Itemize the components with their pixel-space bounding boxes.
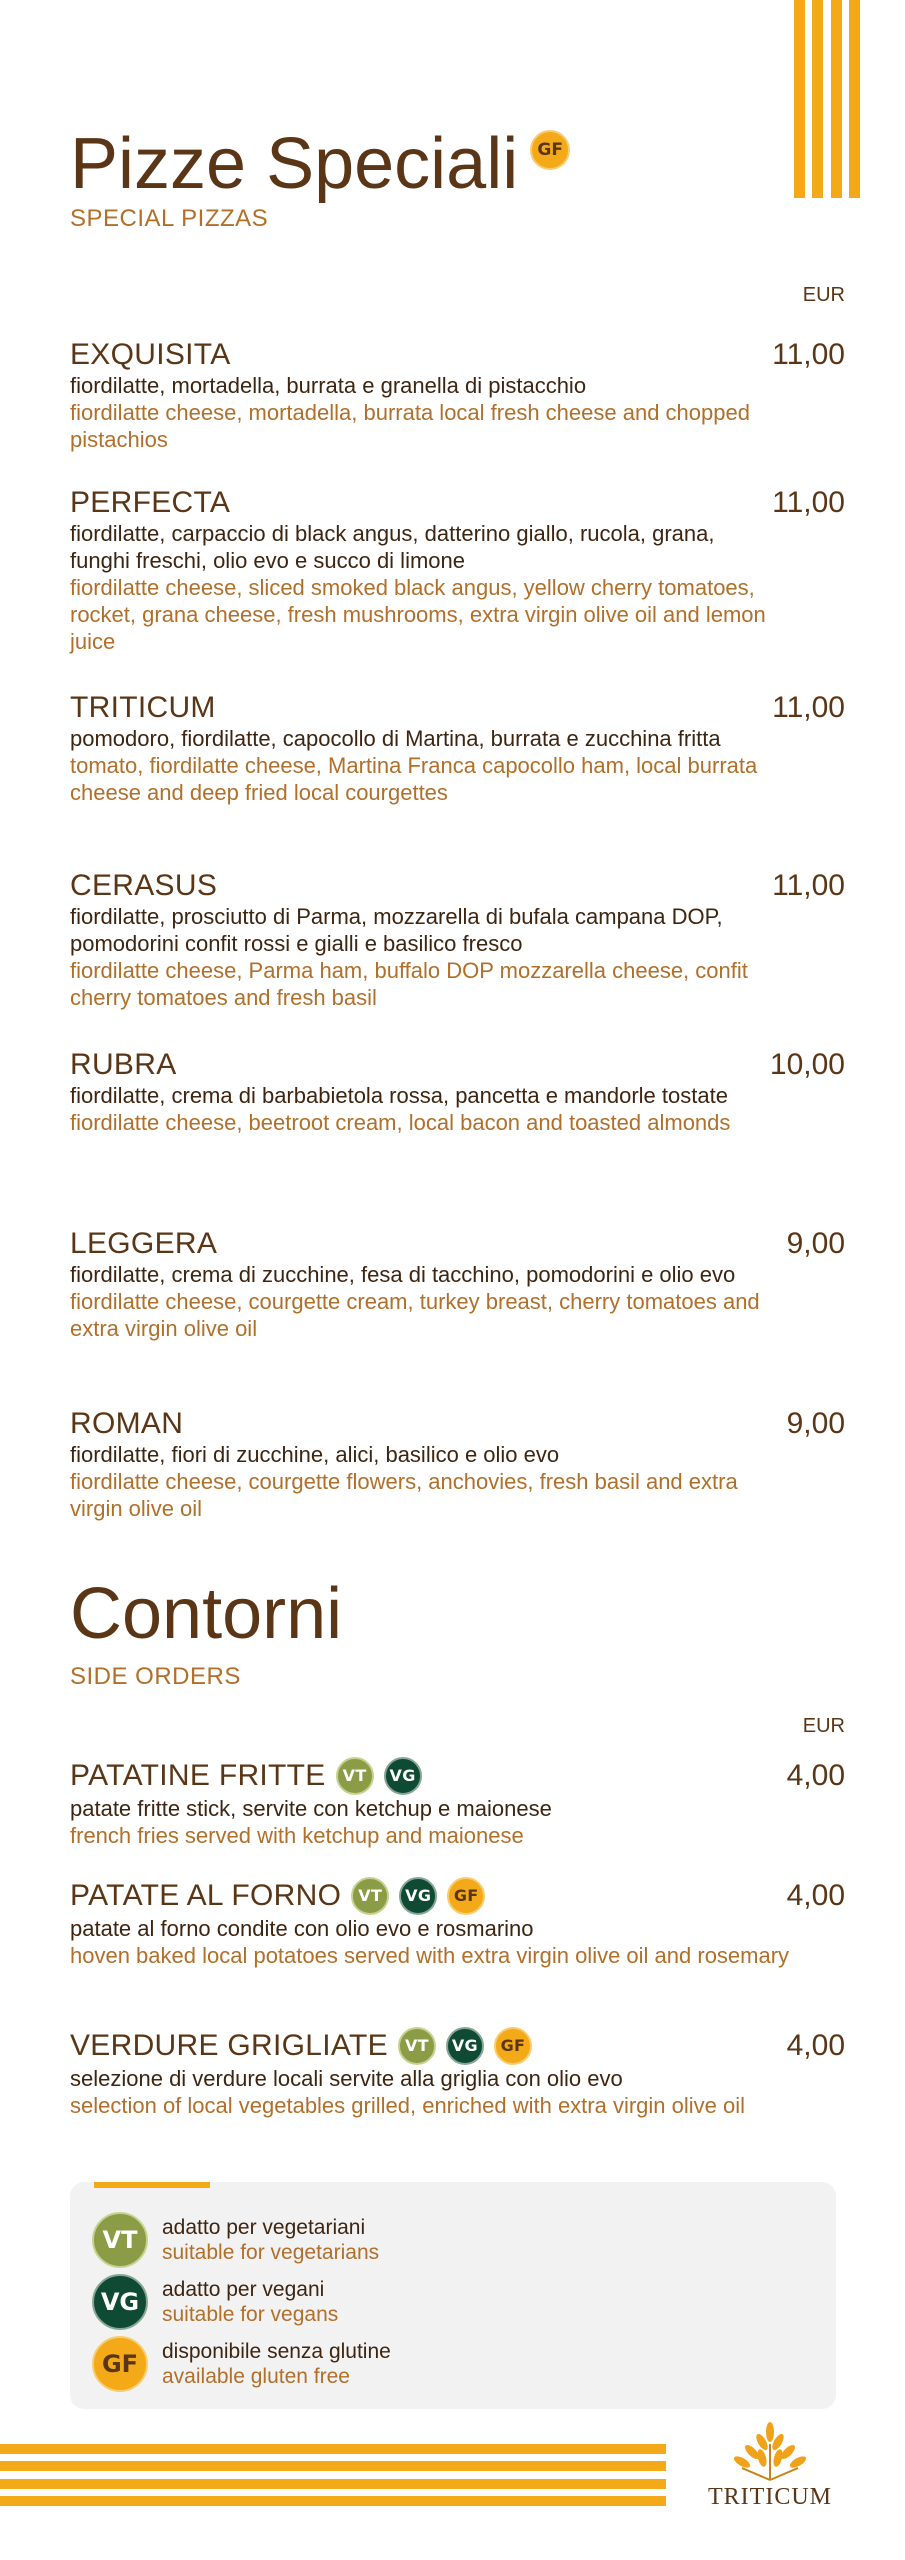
- dietary-legend: [70, 2182, 836, 2409]
- item-name-text: VERDURE GRIGLIATE: [70, 2029, 388, 2062]
- item-name: EXQUISITA: [70, 338, 231, 371]
- gluten-free-badge-icon: GF: [447, 1877, 485, 1915]
- item-name: CERASUS: [70, 869, 218, 902]
- item-price: 4,00: [786, 1759, 845, 1792]
- vegetarian-badge-icon: VT: [351, 1877, 389, 1915]
- menu-item: [70, 338, 845, 453]
- item-name: ROMAN: [70, 1407, 184, 1440]
- menu-item: [70, 1407, 845, 1522]
- item-description-en: fiordilatte cheese, Parma ham, buffalo DOP mozzarella cheese, confit cherry tomatoes and fresh basil: [70, 958, 748, 1010]
- menu-item: [70, 486, 845, 655]
- item-description-en: fiordilatte cheese, courgette flowers, anchovies, fresh basil and extra virgin olive oil: [70, 1469, 738, 1521]
- logo-name: TRITICUM: [708, 2484, 832, 2510]
- item-price: 11,00: [772, 338, 845, 371]
- item-price: 9,00: [786, 1407, 845, 1440]
- vegan-badge-icon: VG: [399, 1877, 437, 1915]
- item-name: [70, 2027, 532, 2065]
- item-description-it: patate al forno condite con olio evo e rosmarino: [70, 1916, 534, 1941]
- vegan-badge-icon: VG: [384, 1757, 422, 1795]
- menu-item: [70, 1227, 845, 1342]
- item-description-it: fiordilatte, crema di zucchine, fesa di tacchino, pomodorini e olio evo: [70, 1262, 736, 1287]
- legend-label-it: adatto per vegani: [162, 2278, 325, 2301]
- menu-item: [70, 1877, 845, 1969]
- gluten-free-badge-icon: GF: [92, 2336, 148, 2392]
- vegan-badge-icon: VG: [92, 2274, 148, 2330]
- legend-label-en: suitable for vegans: [162, 2303, 339, 2326]
- vegan-badge-icon: VG: [446, 2027, 484, 2065]
- item-description-en: fiordilatte cheese, beetroot cream, local bacon and toasted almonds: [70, 1110, 731, 1135]
- item-description-en: tomato, fiordilatte cheese, Martina Franca capocollo ham, local burrata cheese and deep fried local courgettes: [70, 753, 758, 805]
- item-name: RUBRA: [70, 1048, 177, 1081]
- item-name: [70, 1877, 485, 1915]
- triticum-logo: [690, 2420, 850, 2530]
- item-description-en: french fries served with ketchup and maionese: [70, 1823, 524, 1848]
- wheat-icon: [722, 2420, 818, 2482]
- menu-item: [70, 1048, 845, 1136]
- item-description-en: selection of local vegetables grilled, enriched with extra virgin olive oil: [70, 2093, 746, 2118]
- item-name: PERFECTA: [70, 486, 231, 519]
- vegetarian-badge-icon: VT: [336, 1757, 374, 1795]
- top-decorative-stripes: [794, 0, 860, 198]
- item-description-it: fiordilatte, mortadella, burrata e granella di pistacchio: [70, 373, 587, 398]
- pizze-title-text: Pizze Speciali: [70, 124, 519, 204]
- legend-label-en: suitable for vegetarians: [162, 2241, 380, 2264]
- item-description-it: fiordilatte, crema di barbabietola rossa, pancetta e mandorle tostate: [70, 1083, 728, 1108]
- item-description-it: patate fritte stick, servite con ketchup e maionese: [70, 1796, 552, 1821]
- menu-item: [70, 2027, 845, 2119]
- contorni-title: Contorni: [70, 1574, 343, 1654]
- vegetarian-badge-icon: VT: [398, 2027, 436, 2065]
- item-name: LEGGERA: [70, 1227, 218, 1260]
- pizze-currency: EUR: [802, 284, 845, 306]
- legend-row-vegetarian: [92, 2212, 379, 2268]
- contorni-currency: EUR: [802, 1715, 845, 1737]
- pizze-title: [70, 124, 570, 204]
- item-description-en: fiordilatte cheese, sliced smoked black angus, yellow cherry tomatoes, rocket, grana cheese, fresh mushrooms, extra virgin olive oil and lemon juice: [70, 575, 766, 654]
- item-description-it: fiordilatte, carpaccio di black angus, datterino giallo, rucola, grana, funghi freschi, olio evo e succo di limone: [70, 521, 715, 573]
- item-price: 11,00: [772, 869, 845, 902]
- item-description-en: fiordilatte cheese, courgette cream, turkey breast, cherry tomatoes and extra virgin olive oil: [70, 1289, 760, 1341]
- legend-label-it: adatto per vegetariani: [162, 2216, 366, 2239]
- bottom-decorative-stripes: [0, 2444, 666, 2506]
- item-price: 4,00: [786, 2029, 845, 2062]
- item-name: TRITICUM: [70, 691, 216, 724]
- item-description-it: pomodoro, fiordilatte, capocollo di Martina, burrata e zucchina fritta: [70, 726, 721, 751]
- legend-row-vegan: [92, 2274, 338, 2330]
- item-description-en: fiordilatte cheese, mortadella, burrata local fresh cheese and chopped pistachios: [70, 400, 750, 452]
- menu-item: [70, 691, 845, 806]
- item-price: 10,00: [769, 1048, 845, 1081]
- item-price: 11,00: [772, 691, 845, 724]
- item-name-text: PATATE AL FORNO: [70, 1879, 342, 1912]
- item-name: [70, 1757, 422, 1795]
- gluten-free-badge-icon: GF: [530, 130, 570, 170]
- item-price: 4,00: [786, 1879, 845, 1912]
- legend-label-it: disponibile senza glutine: [162, 2340, 391, 2363]
- pizze-subtitle: SPECIAL PIZZAS: [70, 205, 269, 232]
- legend-accent-bar: [94, 2182, 210, 2188]
- item-description-it: fiordilatte, fiori di zucchine, alici, basilico e olio evo: [70, 1442, 560, 1467]
- contorni-subtitle: SIDE ORDERS: [70, 1663, 241, 1690]
- item-price: 11,00: [772, 486, 845, 519]
- item-name-text: PATATINE FRITTE: [70, 1759, 326, 1792]
- menu-item: [70, 869, 845, 1011]
- item-description-it: fiordilatte, prosciutto di Parma, mozzarella di bufala campana DOP, pomodorini confit rossi e gialli e basilico fresco: [70, 904, 723, 956]
- item-price: 9,00: [786, 1227, 845, 1260]
- legend-label-en: available gluten free: [162, 2365, 350, 2388]
- legend-row-gluten-free: [92, 2336, 391, 2392]
- menu-item: [70, 1757, 845, 1849]
- vegetarian-badge-icon: VT: [92, 2212, 148, 2268]
- item-description-it: selezione di verdure locali servite alla griglia con olio evo: [70, 2066, 623, 2091]
- item-description-en: hoven baked local potatoes served with extra virgin olive oil and rosemary: [70, 1943, 790, 1968]
- gluten-free-badge-icon: GF: [494, 2027, 532, 2065]
